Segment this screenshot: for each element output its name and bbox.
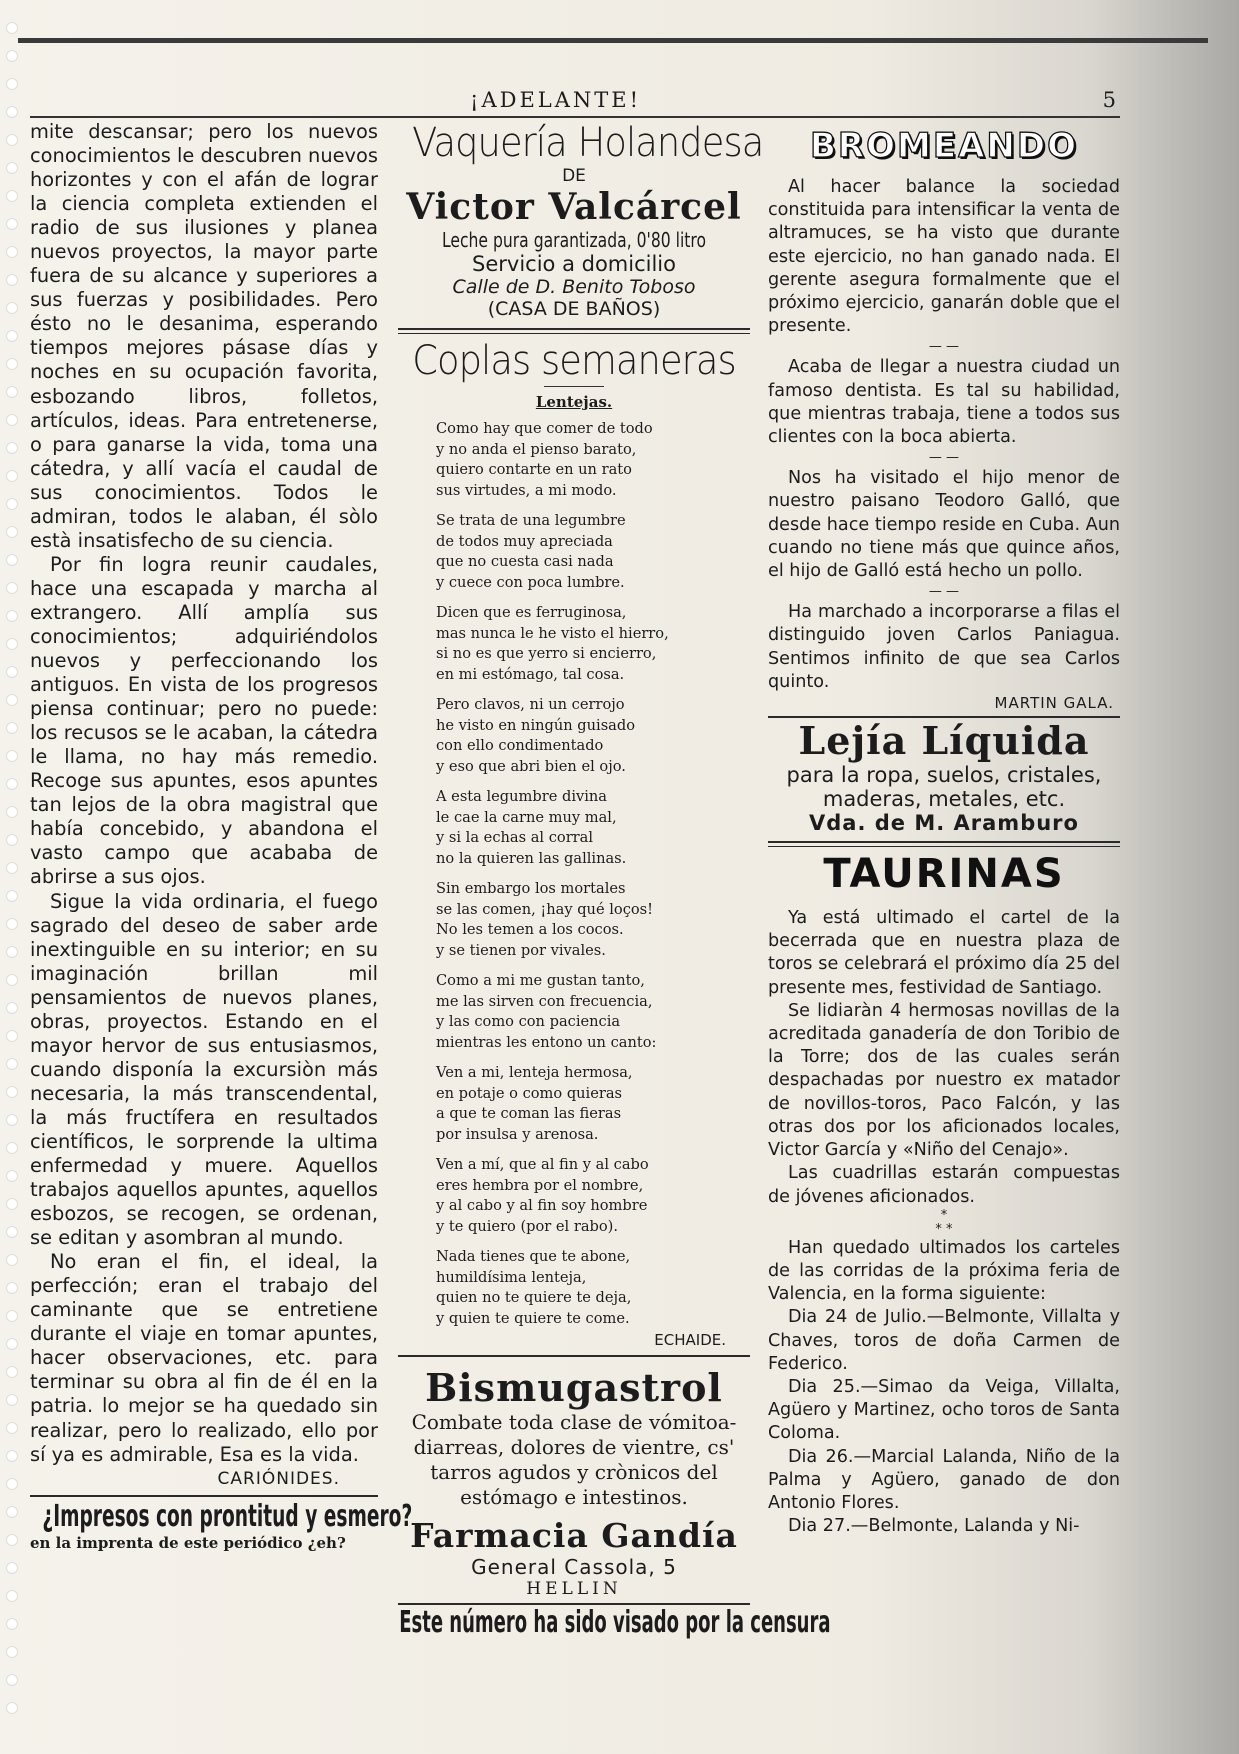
poem-line: a que te coman las fieras <box>436 1105 622 1122</box>
divider <box>398 328 750 334</box>
column-middle <box>398 120 831 1640</box>
poem-signature: ECHAIDE. <box>654 1331 726 1349</box>
binding-hole <box>6 1030 18 1042</box>
ad-lejia-owner: Vda. de M. Aramburo <box>809 811 1079 836</box>
binding-hole <box>6 1394 18 1406</box>
poem-line: quien no te quiere te deja, <box>436 1289 632 1306</box>
binding-hole <box>6 610 18 622</box>
poem-line: y al cabo y al fin soy hombre <box>436 1197 648 1214</box>
binding-hole <box>6 442 18 454</box>
binding-hole <box>6 946 18 958</box>
binding-hole <box>6 890 18 902</box>
binding-hole <box>6 134 18 146</box>
binding-hole <box>6 1506 18 1518</box>
poem-line: y cuece con poca lumbre. <box>436 573 625 591</box>
poem-line: de todos muy apreciada <box>436 532 613 550</box>
poem-line: A esta legumbre divina <box>436 788 608 805</box>
binding-hole <box>6 1142 18 1154</box>
poem-line: quiero contarte en un rato <box>436 461 632 478</box>
poem-line: en potaje o como quieras <box>436 1084 623 1102</box>
binding-hole <box>6 1646 18 1658</box>
censorship-note: Este número ha sido visado por la censura <box>399 1605 831 1640</box>
printing-slogan: ¿Impresos con prontitud y esmero? <box>42 1498 413 1534</box>
article-paragraph: Sigue la vida ordinaria, el fuego sagrado del deseo de saber arde inextinguible en su interior; en su imaginación brillan mil pensamientos de nuevos planes, obras, proyectos. Estando en el mayor hervor de sus entusiasmos, cuando disponía la excursiòn más necesaria, la más transcendental, la más fructífera en resultados científicos, le sorprende la ultima enfermedad y muere. Aquellos trabajos aquellos apuntes, aquellos esbozos, se recogen, se ordenan, se editan y asombran al mundo. <box>30 889 378 1250</box>
binding-hole <box>6 386 18 398</box>
binding-hole <box>6 526 18 538</box>
taurinas-paragraph: Dia 24 de Julio.—Belmonte, Villalta y Chaves, toros de doña Carmen de Federico. <box>768 1307 1120 1374</box>
ad-vaqueria-line: (CASA DE BAÑOS) <box>487 298 661 320</box>
poem-line: eres hembra por el nombre, <box>436 1176 644 1194</box>
binding-holes <box>0 0 22 1754</box>
poem-line: Dicen que es ferruginosa, <box>436 604 627 621</box>
poem-stanza <box>436 971 750 1053</box>
binding-hole <box>6 162 18 174</box>
ad-pharmacy-city: HELLIN <box>526 1579 622 1599</box>
binding-hole <box>6 50 18 62</box>
binding-hole <box>6 1282 18 1294</box>
taurinas-paragraph: Se lidiaràn 4 hermosas novillas de la acreditada ganadería de don Toribio de la Torre; dos de las cuales serán despachadas por nuestro ex matador de novillos-toros, Paco Falcón, y las otras dos por los aficionados locales, Victor García y «Niño del Cenajo». <box>768 1000 1120 1161</box>
poem-line: y las como con paciencia <box>436 1013 621 1030</box>
poem-stanza <box>436 787 750 869</box>
bromeando-item: Al hacer balance la sociedad constituida para intensificar la venta de altramuces, se ha visto que durante este ejercicio, no han ganado nada. El gerente asegura formalmente que el próximo ejercicio, ganarán doble que el presente. <box>768 177 1120 337</box>
ad-lejia-line: maderas, metales, etc. <box>822 787 1066 812</box>
article-paragraph: Por fin logra reunir caudales, hace una escapada y marcha al extrangero. Allí amplía sus conocimientos; adquiriéndolos nuevos y perfeccionando los antiguos. En vista de los progresos piensa continuar; pero no puede: los recusos se le acaban, la cátedra le llama, no hay más remedio. Recoge sus apuntes, esos apuntes tan lejos de la obra magistral que había concebido, y abandona el vasto campo que acababa de abrirse a sus ojos. <box>30 552 378 889</box>
taurinas-paragraph: Dia 25.—Simao da Veiga, Villalta, Agüero y Martinez, ocho toros de Santa Coloma. <box>768 1376 1120 1444</box>
dash-separator: — — <box>928 450 960 466</box>
ad-bismugastrol-name: Bismugastrol <box>425 1365 723 1410</box>
binding-hole <box>6 1170 18 1182</box>
binding-hole <box>6 722 18 734</box>
article-signature: CARIÓNIDES. <box>217 1468 340 1489</box>
ad-vaqueria-de: DE <box>562 166 586 186</box>
poem-line: y si la echas al corral <box>436 829 594 846</box>
taurinas-paragraph: Dia 26.—Marcial Lalanda, Niño de la Palma y Agüero, ganado de don Antonio Flores. <box>768 1446 1120 1513</box>
poem-stanza <box>436 511 750 593</box>
binding-hole <box>6 750 18 762</box>
divider <box>768 841 1120 847</box>
binding-hole <box>6 554 18 566</box>
binding-hole <box>6 190 18 202</box>
page-header <box>30 86 1120 118</box>
binding-hole <box>6 1618 18 1630</box>
poem-line: Pero clavos, ni un cerrojo <box>436 696 625 713</box>
binding-hole <box>6 1114 18 1126</box>
poem-line: Sin embargo los mortales <box>436 880 626 897</box>
poem <box>398 419 750 1329</box>
divider <box>398 1355 750 1357</box>
poem-line: y te quiero (por el rabo). <box>436 1217 618 1235</box>
poem-line: le cae la carne muy mal, <box>436 808 617 826</box>
binding-hole <box>6 918 18 930</box>
binding-hole <box>6 1086 18 1098</box>
binding-hole <box>6 498 18 510</box>
poem-stanza <box>436 879 750 961</box>
asterism: * * * <box>935 1207 953 1237</box>
binding-hole <box>6 638 18 650</box>
binding-hole <box>6 1310 18 1322</box>
masthead: ¡ADELANTE! <box>470 88 642 112</box>
coplas-section-title: Coplas semaneras <box>412 338 736 384</box>
column-left <box>30 120 413 1552</box>
ad-bismugastrol-body: Combate toda clase de vómitoa-diarreas, dolores de vientre, cs' tarros agudos y crònicos del estómago e intestinos. <box>411 1410 737 1509</box>
bromeando-body <box>768 176 1120 694</box>
binding-hole <box>6 1058 18 1070</box>
binding-hole <box>6 582 18 594</box>
binding-hole <box>6 1562 18 1574</box>
poem-line: humildísima lenteja, <box>436 1268 587 1286</box>
poem-line: Nada tienes que te abone, <box>436 1248 631 1265</box>
poem-title: Lentejas. <box>535 393 613 411</box>
bromeando-item: Acaba de llegar a nuestra ciudad un famoso dentista. Es tal su habilidad, que mientras trabaja, tiene a todos sus clientes con la boca abierta. <box>768 357 1120 448</box>
short-rule <box>544 386 604 387</box>
poem-stanza <box>436 1063 750 1145</box>
article-body <box>30 120 378 1467</box>
binding-hole <box>6 274 18 286</box>
article-paragraph: mite descansar; pero los nuevos conocimientos le descubren nuevos horizontes y con el afán de lograr la ciencia completa extienden el radio de sus ilusiones y planea nuevos proyectos, la mayor parte fuera de su alcance y superiores a sus fuerzas y posibilidades. Pero ésto no le desanima, esperando tiempos mejores pásase días y noches en su ocupación favorita, esbozando libros, folletos, artículos, ideas. Para entretenerse, o para ganarse la vida, toma una cátedra, y allí vacía el caudal de sus conocimientos. Todos le admiran, todos le alaban, él sòlo està insatisfecho de su ciencia. <box>30 120 378 552</box>
binding-hole <box>6 1254 18 1266</box>
binding-hole <box>6 330 18 342</box>
binding-hole <box>6 22 18 34</box>
binding-hole <box>6 1702 18 1714</box>
ad-lejia-line: para la ropa, suelos, cristales, <box>786 763 1102 788</box>
binding-hole <box>6 1422 18 1434</box>
binding-hole <box>6 246 18 258</box>
page-number: 5 <box>1102 88 1116 112</box>
binding-hole <box>6 1338 18 1350</box>
binding-hole <box>6 78 18 90</box>
poem-line: si no es que yerro si encierro, <box>436 645 657 662</box>
bromeando-item: Ha marchado a incorporarse a filas el distinguido joven Carlos Paniagua. Sentimos infinito de que sea Carlos quinto. <box>768 602 1120 692</box>
poem-stanza <box>436 695 750 777</box>
top-rule <box>18 38 1208 43</box>
printing-slogan-sub: en la imprenta de este periódico ¿eh? <box>30 1533 346 1552</box>
poem-line: no la quieren las gallinas. <box>436 849 627 867</box>
binding-hole <box>6 1450 18 1462</box>
binding-hole <box>6 106 18 118</box>
poem-line: Ven a mí, que al fin y al cabo <box>436 1156 649 1173</box>
binding-hole <box>6 1590 18 1602</box>
poem-line: que no cuesta casi nada <box>436 553 614 570</box>
dash-separator: — — <box>928 584 960 600</box>
binding-hole <box>6 1478 18 1490</box>
binding-hole <box>6 1002 18 1014</box>
ad-vaqueria-line: Calle de D. Benito Toboso <box>452 276 696 298</box>
poem-line: mas nunca le he visto el hierro, <box>436 624 669 642</box>
poem-line: en mi estómago, tal cosa. <box>436 665 625 683</box>
binding-hole <box>6 1674 18 1686</box>
bromeando-item: Nos ha visitado el hijo menor de nuestro paisano Teodoro Galló, que desde hace tiempo reside en Cuba. Aun cuando no tiene más que quince años, el hijo de Galló está hecho un pollo. <box>768 468 1120 582</box>
taurinas-paragraph: Han quedado ultimados los carteles de las corridas de la próxima feria de Valencia, en la forma siguiente: <box>768 1237 1120 1305</box>
poem-line: sus virtudes, a mi modo. <box>436 481 617 499</box>
ad-vaqueria-line: Leche pura garantizada, 0'80 litro <box>441 228 707 252</box>
binding-hole <box>6 778 18 790</box>
poem-line: Como hay que comer de todo <box>436 420 653 437</box>
binding-hole <box>6 1366 18 1378</box>
ad-vaqueria-title: Vaquería Holandesa <box>412 120 764 166</box>
poem-stanza <box>436 603 750 685</box>
taurinas-paragraph: Las cuadrillas estarán compuestas de jóvenes aficionados. <box>768 1163 1120 1207</box>
binding-hole <box>6 302 18 314</box>
binding-hole <box>6 218 18 230</box>
poem-line: Ven a mi, lenteja hermosa, <box>436 1064 633 1081</box>
bromeando-signature: MARTIN GALA. <box>994 694 1114 713</box>
binding-hole <box>6 358 18 370</box>
poem-line: y se tienen por vivales. <box>436 941 606 959</box>
binding-hole <box>6 694 18 706</box>
binding-hole <box>6 862 18 874</box>
poem-stanza <box>436 1155 750 1237</box>
ad-lejia-title: Lejía Líquida <box>798 718 1090 764</box>
poem-line: No les temen a los cocos. <box>436 921 624 938</box>
binding-hole <box>6 1198 18 1210</box>
ad-vaqueria-owner: Victor Valcárcel <box>406 186 742 228</box>
bromeando-title: BROMEANDO <box>810 126 1078 166</box>
poem-stanza <box>436 1247 750 1329</box>
poem-line: por insulsa y arenosa. <box>436 1125 599 1143</box>
binding-hole <box>6 1534 18 1546</box>
binding-hole <box>6 1226 18 1238</box>
dash-separator: — — <box>928 339 960 355</box>
poem-line: y eso que abri bien el ojo. <box>436 757 626 775</box>
ad-pharmacy-address: General Cassola, 5 <box>471 1555 677 1579</box>
ad-vaqueria <box>398 120 764 320</box>
binding-hole <box>6 806 18 818</box>
binding-hole <box>6 974 18 986</box>
poem-line: mientras les entono un canto: <box>436 1033 657 1051</box>
poem-line: he visto en ningún guisado <box>436 716 636 734</box>
column-right <box>768 120 1120 1538</box>
article-paragraph: No eran el fin, el ideal, la perfección; eran el trabajo del caminante que se entretiene durante el viaje en tomar apuntes, hacer observaciones, etc. para terminar su obra al fin de él en la patria. lo mejor se ha quedado sin realizar, pero lo realizado, ello por sí ya es admirable, Esa es la vida. <box>30 1250 378 1466</box>
poem-line: con ello condimentado <box>436 737 604 754</box>
binding-hole <box>6 666 18 678</box>
taurinas-paragraph: Dia 27.—Belmonte, Lalanda y Ni- <box>788 1516 1080 1537</box>
divider <box>30 1495 378 1497</box>
poem-line: y quien te quiere te come. <box>436 1309 630 1327</box>
binding-hole <box>6 834 18 846</box>
poem-line: Se trata de una legumbre <box>436 512 626 529</box>
taurinas-body <box>768 907 1120 1538</box>
poem-line: y no anda el pienso barato, <box>436 440 637 458</box>
poem-line: me las sirven con frecuencia, <box>436 992 653 1010</box>
taurinas-title: TAURINAS <box>823 851 1065 898</box>
binding-hole <box>6 470 18 482</box>
taurinas-paragraph: Ya está ultimado el cartel de la becerrada que en nuestra plaza de toros se celebrará el próximo día 25 del presente mes, festividad de Santiago. <box>768 908 1120 998</box>
poem-line: Como a mi me gustan tanto, <box>436 972 645 989</box>
ad-pharmacy-name: Farmacia Gandía <box>410 1516 738 1555</box>
poem-line: se las comen, ¡hay qué loços! <box>436 900 654 918</box>
ad-vaqueria-line: Servicio a domicilio <box>472 252 676 276</box>
poem-stanza <box>436 419 750 501</box>
binding-hole <box>6 414 18 426</box>
